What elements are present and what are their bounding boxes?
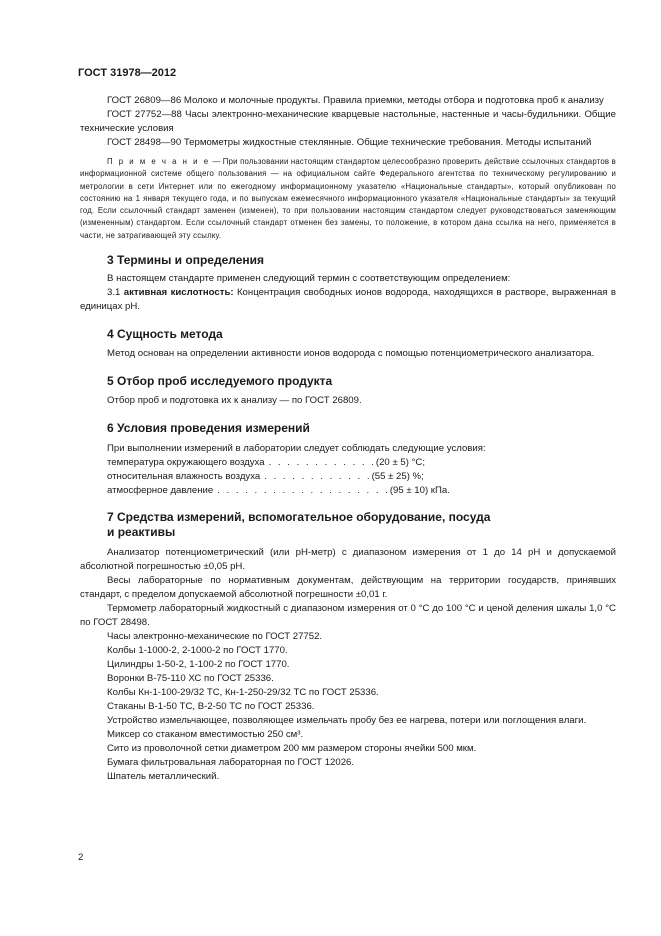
equipment-item: Термометр лабораторный жидкостный с диапазоном измерения от 0 °С до 100 °С и ценой деления шкалы 1,0 °С по ГОСТ 28498. [80, 603, 616, 629]
section-6-heading: 6 Условия проведения измерений [107, 421, 310, 436]
equipment-item: Цилиндры 1-50-2, 1-100-2 по ГОСТ 1770. [107, 659, 290, 671]
condition-pressure [80, 484, 616, 498]
equipment-item: Часы электронно-механические по ГОСТ 27752. [107, 631, 323, 643]
section-7-heading-line1: 7 Средства измерений, вспомогательное оборудование, посуда [107, 510, 491, 525]
condition-label: температура окружающего воздуха [107, 457, 265, 469]
equipment-item: Анализатор потенциометрический (или pH-метр) с диапазоном измерения от 1 до 14 pH и допускаемой абсолютной погрешностью ±0,05 pH. [80, 547, 616, 573]
condition-label: относительная влажность воздуха [107, 471, 261, 483]
leader-dots: . . . . . . . . . . . . [268, 457, 376, 469]
term-definition [80, 286, 616, 314]
term-text: Концентрация свободных ионов водорода, находящихся в растворе, выраженная в единицах pH. [80, 287, 617, 313]
section-7-heading [80, 510, 616, 540]
ref-gost-26809: ГОСТ 26809—86 Молоко и молочные продукты. Правила приемки, методы отбора и подготовка проб к анализу [107, 95, 604, 106]
page-content [80, 94, 616, 784]
condition-humidity [80, 470, 616, 484]
equipment-item: Колбы Кн-1-100-29/32 ТС, Кн-1-250-29/32 ТС по ГОСТ 25336. [107, 687, 379, 699]
section-4-text: Метод основан на определении активности ионов водорода с помощью потенциометрического анализатора. [107, 348, 595, 360]
equipment-item: Колбы 1-1000-2, 2-1000-2 по ГОСТ 1770. [107, 645, 288, 657]
document-id-header: ГОСТ 31978—2012 [78, 67, 177, 79]
section-6-intro: При выполнении измерений в лаборатории следует соблюдать следующие условия: [107, 443, 486, 455]
note-text: — При пользовании настоящим стандартом целесообразно проверить действие ссылочных стандартов в информационной системе общего пользования — на официальном сайте Федерального агентства по техническому регулированию и метрологии в сети Интернет или по ежегодному информационному указателю «Национальные стандарты», который опубликован по состоянию на 1 января текущего года, и по выпускам ежемесячного информационного указателя «Национальные стандарты» за текущий год. Если ссылочный стандарт заменен (изменен), то при пользовании настоящим стандартом следует руководствоваться заменяющим (измененным) стандартом. Если ссылочный стандарт отменен без замены, то положение, в котором дана ссылка на него, применяется в части, не затрагивающей эту ссылку. [80, 157, 616, 240]
leader-dots: . . . . . . . . . . . . [264, 471, 372, 483]
ref-gost-27752: ГОСТ 27752—88 Часы электронно-механические кварцевые настольные, настенные и часы-будильники. Общие технические условия [80, 109, 616, 134]
ref-gost-28498: ГОСТ 28498—90 Термометры жидкостные стеклянные. Общие технические требования. Методы испытаний [107, 137, 592, 148]
equipment-item: Шпатель металлический. [107, 771, 220, 783]
condition-label: атмосферное давление [107, 485, 214, 497]
equipment-item: Миксер со стаканом вместимостью 250 см³. [107, 729, 304, 741]
equipment-item: Бумага фильтровальная лабораторная по ГОСТ 12026. [107, 757, 355, 769]
equipment-item: Стаканы В-1-50 ТС, В-2-50 ТС по ГОСТ 25336. [107, 701, 315, 713]
condition-value: (20 ± 5) °С; [375, 457, 425, 469]
section-5-heading: 5 Отбор проб исследуемого продукта [107, 374, 333, 389]
equipment-item: Весы лабораторные по нормативным документам, действующим на территории государств, принявших стандарт, с пределом допускаемой абсолютной погрешности ±0,01 г. [80, 575, 616, 601]
note-paragraph [80, 156, 616, 242]
term-number: 3.1 [107, 287, 121, 299]
note-label: П р и м е ч а н и е [107, 157, 211, 166]
condition-value: (55 ± 25) %; [371, 471, 424, 483]
term-name: активная кислотность: [123, 287, 234, 299]
section-4-heading: 4 Сущность метода [107, 327, 223, 342]
equipment-item: Воронки В-75-110 ХС по ГОСТ 25336. [107, 673, 274, 685]
condition-temperature [80, 456, 616, 470]
section-3-intro: В настоящем стандарте применен следующий термин с соответствующим определением: [107, 273, 511, 285]
section-7-heading-line2: и реактивы [107, 525, 176, 540]
equipment-item: Устройство измельчающее, позволяющее измельчать пробу без ее нагрева, потери или поглощения влаги. [107, 715, 587, 727]
leader-dots: . . . . . . . . . . . . . . . . . . . [217, 485, 390, 497]
condition-value: (95 ± 10) кПа. [389, 485, 450, 497]
equipment-item: Сито из проволочной сетки диаметром 200 мм размером стороны ячейки 500 мкм. [107, 743, 477, 755]
section-5-text: Отбор проб и подготовка их к анализу — по ГОСТ 26809. [107, 395, 362, 407]
section-3-heading: 3 Термины и определения [107, 253, 265, 268]
page-number: 2 [78, 852, 84, 863]
